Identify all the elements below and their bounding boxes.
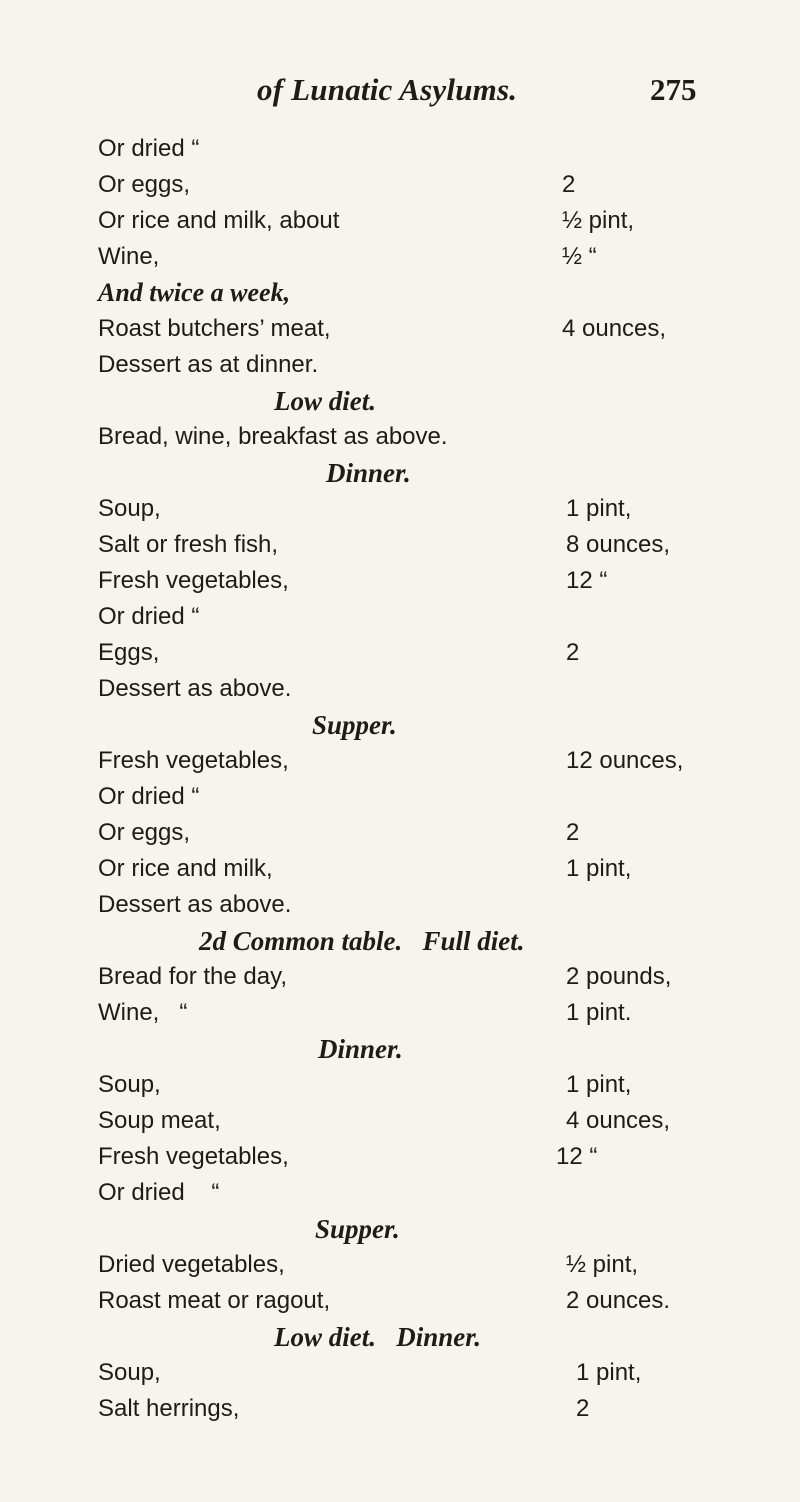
diet-row [0, 563, 800, 599]
food-quantity: 1 pint, [576, 1359, 642, 1386]
food-item: Wine, [98, 243, 160, 270]
food-item: Or eggs, [98, 171, 191, 198]
section-heading-row [0, 1211, 800, 1247]
food-item: Or dried “ [98, 783, 200, 810]
food-quantity: 1 pint, [566, 495, 632, 522]
food-item: Fresh vegetables, [98, 1143, 289, 1170]
food-item: Salt or fresh fish, [98, 531, 279, 558]
food-item: Soup, [98, 1071, 161, 1098]
diet-row [0, 1175, 800, 1211]
diet-row [0, 311, 800, 347]
section-heading-row [0, 1319, 800, 1355]
food-quantity: 2 pounds, [566, 963, 672, 990]
food-quantity: 1 pint. [566, 999, 632, 1026]
food-quantity: 2 [576, 1395, 590, 1422]
food-quantity: 1 pint, [566, 1071, 632, 1098]
diet-row [0, 1355, 800, 1391]
section-heading: Dinner. [318, 1034, 403, 1064]
food-item: Eggs, [98, 639, 160, 666]
diet-row [0, 779, 800, 815]
food-quantity: 8 ounces, [566, 531, 671, 558]
food-quantity: ½ pint, [562, 207, 635, 234]
food-quantity: 2 [566, 819, 580, 846]
food-quantity: 2 [562, 171, 576, 198]
diet-row [0, 347, 800, 383]
food-item: Or eggs, [98, 819, 191, 846]
food-quantity: 4 ounces, [562, 315, 667, 342]
diet-row [0, 167, 800, 203]
food-item: Fresh vegetables, [98, 567, 289, 594]
section-heading-row [0, 455, 800, 491]
page-number: 275 [650, 72, 697, 107]
food-item: Or dried “ [98, 135, 200, 162]
food-item: Or dried “ [98, 603, 200, 630]
food-item: Soup, [98, 495, 161, 522]
section-heading: 2d Common table. Full diet. [199, 926, 525, 956]
diet-row [0, 1283, 800, 1319]
diet-row [0, 995, 800, 1031]
diet-row [0, 1247, 800, 1283]
section-heading: Supper. [315, 1214, 400, 1244]
food-item: Or rice and milk, [98, 855, 273, 882]
food-quantity: 12 “ [566, 567, 608, 594]
food-quantity: 12 ounces, [566, 747, 684, 774]
food-quantity: ½ “ [562, 243, 597, 270]
diet-row [0, 851, 800, 887]
food-quantity: ½ pint, [566, 1251, 639, 1278]
section-heading-row [0, 1031, 800, 1067]
food-item: Wine, “ [98, 999, 188, 1026]
diet-row [0, 239, 800, 275]
food-item: Fresh vegetables, [98, 747, 289, 774]
food-item: Roast butchers’ meat, [98, 315, 331, 342]
food-item: Dessert as above. [98, 891, 292, 918]
food-quantity: 2 ounces. [566, 1287, 671, 1314]
diet-row [0, 743, 800, 779]
food-item: Roast meat or ragout, [98, 1287, 331, 1314]
diet-row [0, 203, 800, 239]
food-item: Dessert as above. [98, 675, 292, 702]
food-quantity: 2 [566, 639, 580, 666]
diet-row [0, 671, 800, 707]
food-item: Dried vegetables, [98, 1251, 285, 1278]
diet-row [0, 815, 800, 851]
food-quantity: 1 pint, [566, 855, 632, 882]
food-quantity: 4 ounces, [566, 1107, 671, 1134]
diet-row [0, 1067, 800, 1103]
section-heading-row [0, 383, 800, 419]
section-heading-row [0, 923, 800, 959]
diet-row [0, 959, 800, 995]
food-item: Or dried “ [98, 1179, 220, 1206]
schedule-note: And twice a week, [98, 278, 291, 307]
diet-row [0, 131, 800, 167]
section-heading: Low diet. [274, 386, 376, 416]
food-item: Bread for the day, [98, 963, 287, 990]
diet-row [0, 1139, 800, 1175]
diet-row [0, 1103, 800, 1139]
running-title: of Lunatic Asylums. [257, 72, 518, 107]
section-heading-row [0, 707, 800, 743]
food-item: Soup meat, [98, 1107, 221, 1134]
food-item: Salt herrings, [98, 1395, 240, 1422]
food-item: Bread, wine, breakfast as above. [98, 423, 448, 450]
section-heading: Low diet. Dinner. [274, 1322, 482, 1352]
diet-row [0, 1391, 800, 1427]
food-item: Or rice and milk, about [98, 207, 340, 234]
diet-row [0, 491, 800, 527]
diet-row [0, 419, 800, 455]
diet-row [0, 887, 800, 923]
food-item: Soup, [98, 1359, 161, 1386]
diet-row [0, 599, 800, 635]
section-heading: Supper. [312, 710, 397, 740]
food-item: Dessert as at dinner. [98, 351, 319, 378]
food-quantity: 12 “ [556, 1143, 598, 1170]
diet-row [0, 635, 800, 671]
section-heading: Dinner. [326, 458, 411, 488]
diet-row [0, 275, 800, 311]
diet-row [0, 527, 800, 563]
